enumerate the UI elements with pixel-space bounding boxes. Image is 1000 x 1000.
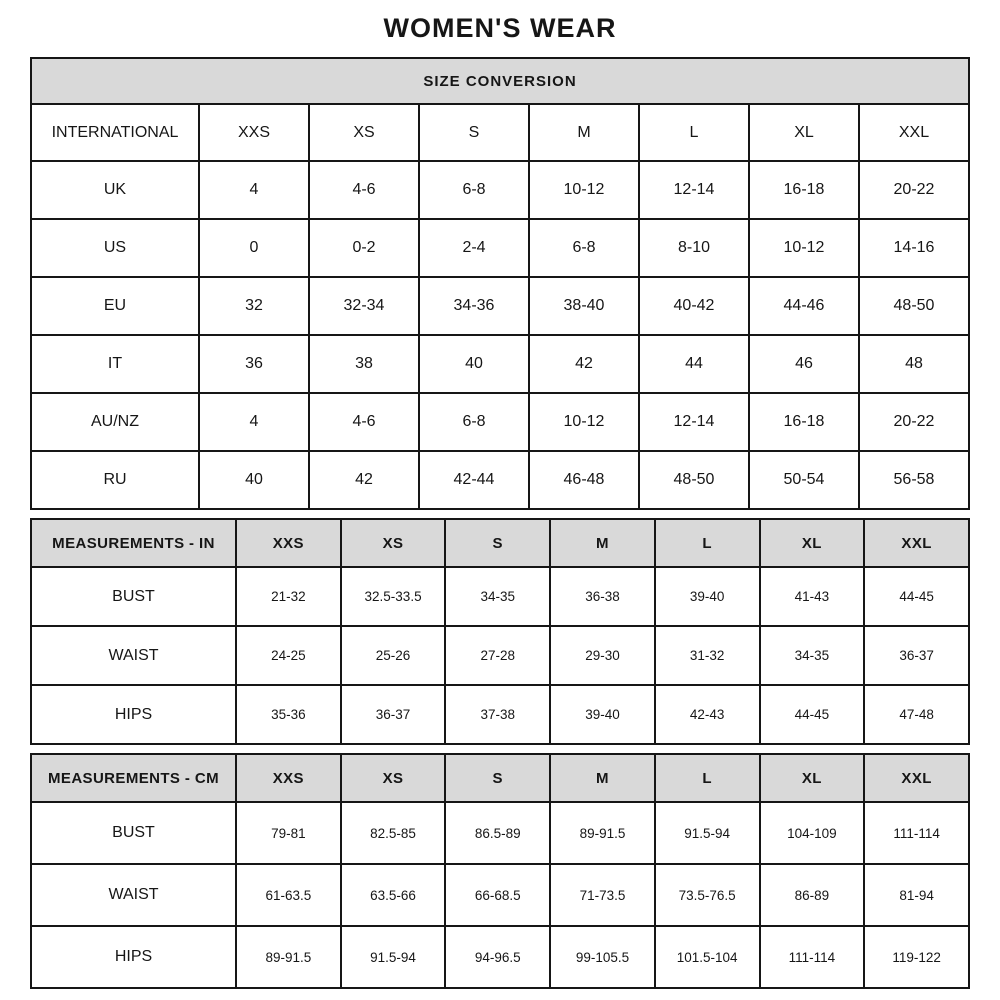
column-header: XXL <box>864 754 969 802</box>
cell: 119-122 <box>864 926 969 988</box>
cell: 63.5-66 <box>341 864 446 926</box>
cell: 32-34 <box>309 277 419 335</box>
cell: 86.5-89 <box>445 802 550 864</box>
cell: 48-50 <box>639 451 749 509</box>
cell: 0-2 <box>309 219 419 277</box>
cell: 36-38 <box>550 567 655 626</box>
cell: 21-32 <box>236 567 341 626</box>
cell: 4 <box>199 161 309 219</box>
column-header: S <box>445 754 550 802</box>
cell: 0 <box>199 219 309 277</box>
cell: 12-14 <box>639 393 749 451</box>
cell: 4-6 <box>309 393 419 451</box>
cell: 2-4 <box>419 219 529 277</box>
cell: 34-35 <box>445 567 550 626</box>
cell: 36-37 <box>341 685 446 744</box>
cell: 6-8 <box>529 219 639 277</box>
table-row <box>31 626 969 685</box>
cell: 66-68.5 <box>445 864 550 926</box>
cell: 37-38 <box>445 685 550 744</box>
size-conversion-table <box>30 57 970 510</box>
cell: 6-8 <box>419 161 529 219</box>
section-header: SIZE CONVERSION <box>31 58 969 104</box>
cell: 79-81 <box>236 802 341 864</box>
row-label: AU/NZ <box>31 393 199 451</box>
cell: 111-114 <box>760 926 865 988</box>
section-header-row <box>31 58 969 104</box>
column-header: XXL <box>864 519 969 567</box>
section-header: MEASUREMENTS - IN <box>31 519 236 567</box>
row-label: EU <box>31 277 199 335</box>
table-row <box>31 335 969 393</box>
table-row <box>31 567 969 626</box>
cell: 31-32 <box>655 626 760 685</box>
cell: 27-28 <box>445 626 550 685</box>
row-label: IT <box>31 335 199 393</box>
column-header: L <box>655 754 760 802</box>
cell: 89-91.5 <box>236 926 341 988</box>
cell: 24-25 <box>236 626 341 685</box>
row-label: WAIST <box>31 864 236 926</box>
cell: 94-96.5 <box>445 926 550 988</box>
cell: 48-50 <box>859 277 969 335</box>
cell: 20-22 <box>859 161 969 219</box>
row-label: US <box>31 219 199 277</box>
measurements-in-table <box>30 518 970 745</box>
cell: 4 <box>199 393 309 451</box>
column-header: XS <box>341 754 446 802</box>
cell: 101.5-104 <box>655 926 760 988</box>
cell: 4-6 <box>309 161 419 219</box>
cell: 16-18 <box>749 393 859 451</box>
cell: 20-22 <box>859 393 969 451</box>
cell: 73.5-76.5 <box>655 864 760 926</box>
column-header: M <box>529 104 639 161</box>
column-header-row <box>31 754 969 802</box>
cell: 42-44 <box>419 451 529 509</box>
cell: 91.5-94 <box>341 926 446 988</box>
cell: 89-91.5 <box>550 802 655 864</box>
cell: 39-40 <box>655 567 760 626</box>
table-row <box>31 219 969 277</box>
column-header: XL <box>760 519 865 567</box>
cell: 81-94 <box>864 864 969 926</box>
cell: 41-43 <box>760 567 865 626</box>
column-header: XS <box>341 519 446 567</box>
cell: 10-12 <box>749 219 859 277</box>
column-header: XL <box>749 104 859 161</box>
cell: 39-40 <box>550 685 655 744</box>
table-row <box>31 451 969 509</box>
cell: 46 <box>749 335 859 393</box>
cell: 34-35 <box>760 626 865 685</box>
cell: 47-48 <box>864 685 969 744</box>
cell: 40 <box>419 335 529 393</box>
cell: 40 <box>199 451 309 509</box>
cell: 16-18 <box>749 161 859 219</box>
row-label: HIPS <box>31 685 236 744</box>
cell: 82.5-85 <box>341 802 446 864</box>
section-header: MEASUREMENTS - CM <box>31 754 236 802</box>
column-header: XXS <box>236 519 341 567</box>
cell: 56-58 <box>859 451 969 509</box>
cell: 44-45 <box>760 685 865 744</box>
cell: 6-8 <box>419 393 529 451</box>
row-label: BUST <box>31 567 236 626</box>
column-header: L <box>639 104 749 161</box>
column-header: S <box>419 104 529 161</box>
column-header: XXS <box>236 754 341 802</box>
column-header: L <box>655 519 760 567</box>
row-label: HIPS <box>31 926 236 988</box>
row-label: BUST <box>31 802 236 864</box>
column-header: XXS <box>199 104 309 161</box>
column-header: XS <box>309 104 419 161</box>
row-label: WAIST <box>31 626 236 685</box>
table-row <box>31 926 969 988</box>
cell: 8-10 <box>639 219 749 277</box>
cell: 25-26 <box>341 626 446 685</box>
cell: 36-37 <box>864 626 969 685</box>
column-header: M <box>550 519 655 567</box>
cell: 61-63.5 <box>236 864 341 926</box>
cell: 14-16 <box>859 219 969 277</box>
column-header: INTERNATIONAL <box>31 104 199 161</box>
cell: 104-109 <box>760 802 865 864</box>
table-row <box>31 685 969 744</box>
column-header-row <box>31 519 969 567</box>
cell: 48 <box>859 335 969 393</box>
cell: 50-54 <box>749 451 859 509</box>
table-row <box>31 393 969 451</box>
cell: 12-14 <box>639 161 749 219</box>
cell: 32.5-33.5 <box>341 567 446 626</box>
cell: 29-30 <box>550 626 655 685</box>
cell: 35-36 <box>236 685 341 744</box>
cell: 44-45 <box>864 567 969 626</box>
cell: 42 <box>529 335 639 393</box>
column-header: M <box>550 754 655 802</box>
table-row <box>31 864 969 926</box>
table-row <box>31 277 969 335</box>
column-header-row <box>31 104 969 161</box>
page-title: WOMEN'S WEAR <box>383 13 617 43</box>
cell: 44-46 <box>749 277 859 335</box>
table-row <box>31 161 969 219</box>
column-header: XL <box>760 754 865 802</box>
cell: 40-42 <box>639 277 749 335</box>
cell: 34-36 <box>419 277 529 335</box>
cell: 38-40 <box>529 277 639 335</box>
cell: 32 <box>199 277 309 335</box>
cell: 42-43 <box>655 685 760 744</box>
cell: 99-105.5 <box>550 926 655 988</box>
cell: 46-48 <box>529 451 639 509</box>
cell: 36 <box>199 335 309 393</box>
cell: 38 <box>309 335 419 393</box>
row-label: RU <box>31 451 199 509</box>
column-header: XXL <box>859 104 969 161</box>
cell: 44 <box>639 335 749 393</box>
cell: 91.5-94 <box>655 802 760 864</box>
cell: 71-73.5 <box>550 864 655 926</box>
row-label: UK <box>31 161 199 219</box>
cell: 10-12 <box>529 161 639 219</box>
measurements-cm-table <box>30 753 970 989</box>
cell: 10-12 <box>529 393 639 451</box>
table-row <box>31 802 969 864</box>
cell: 42 <box>309 451 419 509</box>
column-header: S <box>445 519 550 567</box>
cell: 86-89 <box>760 864 865 926</box>
cell: 111-114 <box>864 802 969 864</box>
